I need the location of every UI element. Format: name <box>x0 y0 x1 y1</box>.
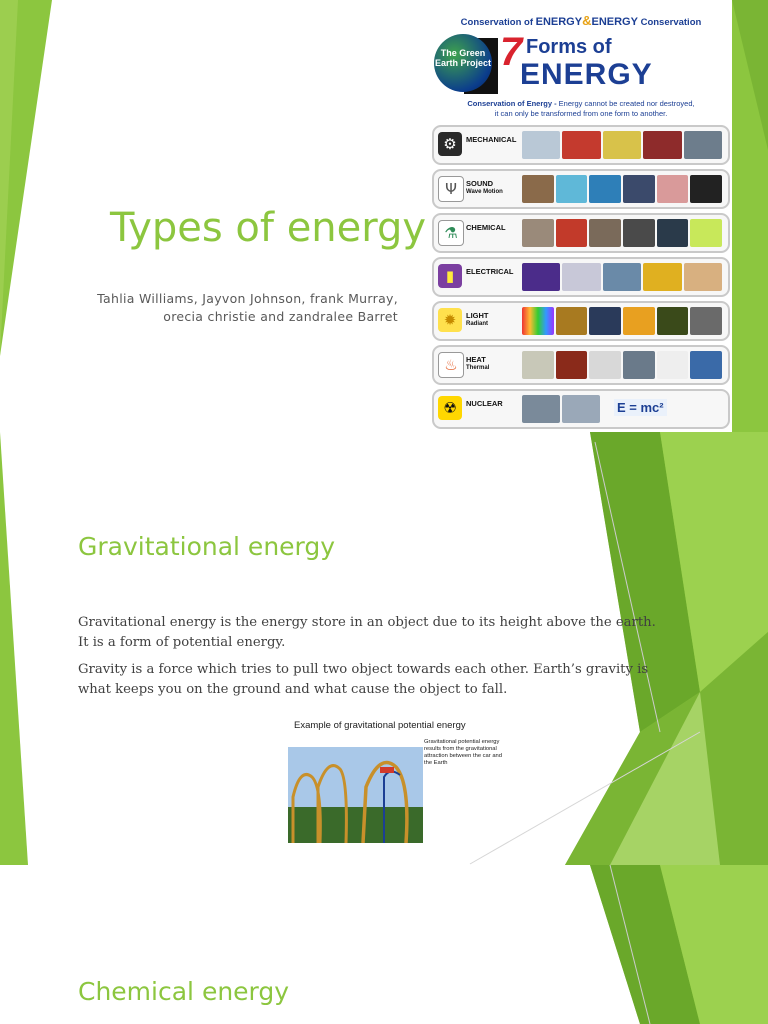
conservation-text-2: it can only be transformed from one form to another. <box>494 109 668 118</box>
energy-row-mechanical <box>432 125 730 165</box>
tuning-fork-icon: Ψ <box>438 176 464 202</box>
energy-row-sublabel: Thermal <box>466 365 490 371</box>
energy-row-nuclear <box>432 389 730 429</box>
poster-header-energy-1: ENERGY <box>535 16 583 28</box>
authors-line-2: orecia christie and zandralee Barret <box>163 309 398 324</box>
energy-row-label: MECHANICAL <box>466 135 517 144</box>
energy-row-images <box>522 351 722 379</box>
poster-header-pre: Conservation of <box>460 17 533 28</box>
bulb-icon: ✹ <box>438 308 462 332</box>
energy-row-label: ELECTRICAL <box>466 267 514 276</box>
energy-row-images <box>522 395 600 423</box>
energy-row-label-main: SOUND <box>466 179 494 188</box>
energy-row-images <box>522 307 722 335</box>
slide-chemical <box>0 865 768 1024</box>
conservation-bold: Conservation of Energy - <box>467 99 557 108</box>
paragraph-1: Gravitational energy is the energy store in an object due to its height above the earth. It is a form of potential energy. <box>78 615 656 650</box>
energy-row-label <box>466 355 489 373</box>
image-note: Gravitational potential energy results from the gravitational attraction between the car and the Earth <box>424 739 502 766</box>
slide-gravitational <box>0 432 768 865</box>
energy-row-images <box>522 175 722 203</box>
battery-icon: ▮ <box>438 264 462 288</box>
emc2-formula: E = mc² <box>614 399 667 416</box>
energy-row-light <box>432 301 730 341</box>
image-caption: Example of gravitational potential energy <box>294 720 466 731</box>
globe-label: The Green Earth Project <box>434 48 492 68</box>
poster-header-amp: & <box>582 13 592 28</box>
roller-coaster-image <box>288 747 423 843</box>
presentation-title: Types of energy <box>110 205 427 251</box>
energy-row-chemical <box>432 213 730 253</box>
globe-logo <box>434 34 492 92</box>
energy-row-sublabel: Radiant <box>466 321 489 327</box>
poster-header-energy-2: ENERGY <box>591 16 638 28</box>
section-heading: Chemical energy <box>78 977 290 1006</box>
poster-title-energy: ENERGY <box>520 58 653 91</box>
forms-of-energy-poster <box>430 8 732 432</box>
conservation-statement <box>430 99 732 119</box>
energy-row-label-main: LIGHT <box>466 311 489 320</box>
authors <box>97 290 398 326</box>
energy-row-label-main: HEAT <box>466 355 486 364</box>
energy-row-sound <box>432 169 730 209</box>
energy-row-heat <box>432 345 730 385</box>
slide-title <box>0 0 768 432</box>
energy-row-electrical <box>432 257 730 297</box>
paragraph-2: Gravity is a force which tries to pull two object towards each other. Earth’s gravity is what keeps you on the ground and what cause the object to fall. <box>78 662 649 697</box>
conservation-text: Energy cannot be created nor destroyed, <box>558 99 695 108</box>
energy-row-images <box>522 131 722 159</box>
energy-row-label <box>466 179 503 197</box>
poster-header <box>430 13 732 28</box>
test-tube-icon: ⚗ <box>438 220 464 246</box>
energy-row-images <box>522 263 722 291</box>
poster-title-forms: Forms of <box>526 36 612 58</box>
authors-line-1: Tahlia Williams, Jayvon Johnson, frank Murray, <box>97 291 398 306</box>
energy-row-label: CHEMICAL <box>466 223 506 232</box>
flame-icon: ♨ <box>438 352 464 378</box>
energy-row-sublabel: Wave Motion <box>466 189 503 195</box>
poster-header-post: Conservation <box>640 17 702 28</box>
energy-row-label <box>466 311 489 329</box>
energy-row-label: NUCLEAR <box>466 399 503 408</box>
energy-row-images <box>522 219 722 247</box>
section-heading: Gravitational energy <box>78 532 336 561</box>
gear-icon: ⚙ <box>438 132 462 156</box>
poster-title-number: 7 <box>500 30 523 74</box>
radiation-icon: ☢ <box>438 396 462 420</box>
